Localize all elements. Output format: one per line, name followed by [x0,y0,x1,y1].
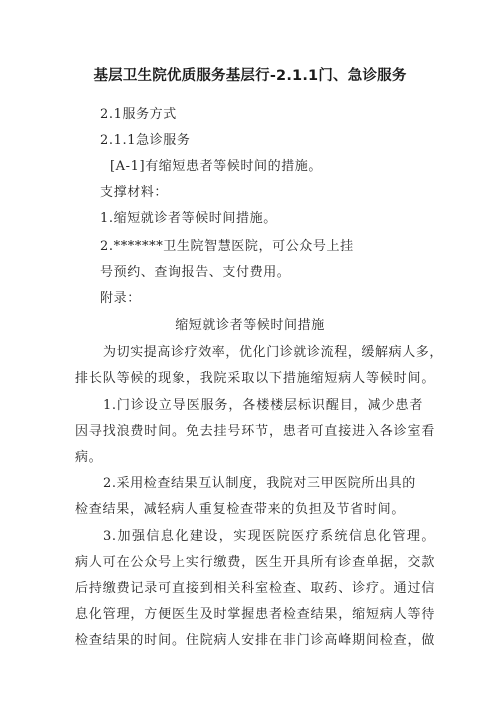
paragraph-intro-line2: 排长队等候的现象，我院采取以下措施缩短病人等候时间。 [75,371,435,386]
measure-3-line4: 息化管理，方便医生及时掌握患者检查结果，缩短病人等待 [75,607,435,622]
paragraph-intro-line1: 为切实提高诊疗效率，优化门诊就诊流程，缓解病人多， [103,345,444,360]
document-title: 基层卫生院优质服务基层行-2.1.1门、急诊服务 [93,68,407,84]
measure-3-line5: 检查结果的时间。住院病人安排在非门诊高峰期间检查，做 [75,633,435,648]
requirement-a1: [A-1]有缩短患者等候时间的措施。 [110,159,322,174]
measure-1-line1: 1.门诊设立导医服务，各楼楼层标识醒目，减少患者 [103,398,423,413]
appendix-label: 附录： [100,291,141,306]
support-item-2-line2: 号预约、查询报告、支付费用。 [100,265,291,280]
support-item-1: 1.缩短就诊者等候时间措施。 [100,211,277,226]
support-materials-label: 支撑材料： [100,185,169,200]
measure-2-line2: 检查结果，减轻病人重复检查带来的负担及节省时间。 [75,502,405,517]
measure-2-line1: 2.采用检查结果互认制度，我院对三甲医院所出具的 [103,476,416,491]
measure-1-line2: 因寻找浪费时间。免去挂号环节，患者可直接进入各诊室看 [75,424,435,439]
support-item-2-line1: 2.*******卫生院智慧医院，可公众号上挂 [100,239,354,254]
section-heading-2-1-1: 2.1.1急诊服务 [100,133,191,148]
measure-3-line3: 后持缴费记录可直接到相关科室检查、取药、诊疗。通过信 [75,581,435,596]
measure-3-line2: 病人可在公众号上实行缴费，医生开具所有诊查单据，交款 [75,555,435,570]
measure-3-line1: 3.加强信息化建设，实现医院医疗系统信息化管理。 [103,529,435,544]
section-heading-2-1: 2.1服务方式 [100,107,177,122]
measure-1-line3: 病。 [75,450,103,465]
appendix-subtitle: 缩短就诊者等候时间措施 [175,318,325,333]
